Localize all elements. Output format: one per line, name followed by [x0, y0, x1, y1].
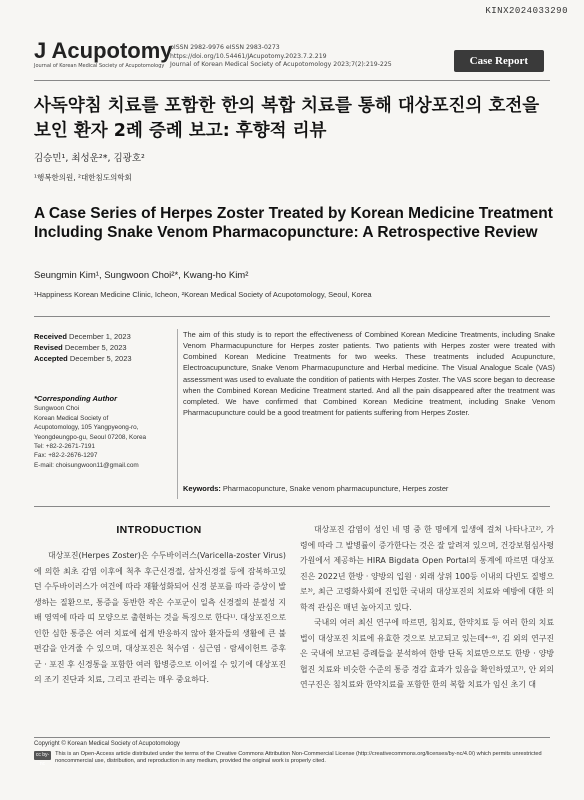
- copyright-notice: [34, 741, 554, 766]
- intro-left-column: [34, 548, 286, 688]
- body-paragraph: 대상포진 감염이 성인 네 명 중 한 명에게 일생에 걸쳐 나타나고²⁾, 가령에 따라 그 발병률이 증가한다는 것은 잘 알려져 있으며, 건강보험심사평가원에서 제공하는 HIRA Bigdata Open Portal의 통계에 따르면 대상포진은 2022년 한방 · 양방의 입원 · 외래 상위 100등 이내의 다빈도 질병으로³⁾, 최근 고령화사회에 진입한 국내의 대상포진의 치료와 예방에 대한 의학적 관심은 매년 높아지고 있다.: [300, 525, 554, 612]
- journal-masthead: [34, 40, 173, 69]
- license-text: This is an Open-Access article distributed under the terms of the Creative Commons Attribution Non-Commercial License (http://creativecommons.org/licenses/by-nc/4.0/) which permits unrestricted noncommercial use, distribution, and reproduction in any medium, provided the original work is properly cited.: [55, 750, 542, 765]
- creative-commons-icon: cc by-nc: [35, 751, 50, 767]
- journal-subtitle: Journal of Korean Medical Society of Acupotomology: [34, 63, 165, 69]
- body-paragraph: 대상포진(Herpes Zoster)은 수두바이러스(Varicella-zoster Virus)에 의한 최초 감염 이후에 척추 후근신경절, 삼차신경절 등에 잠복하고있던 수두바이러스가 여건에 따라 재활성화되어 신경 분포를 따라 증상이 발생하는 질환으로, 통증을 동반한 작은 수포군이 일측 신경절의 분절성 지배 영역에 따라 띠 모양으로 출현하는 것을 특징으로 한다¹⁾. 대상포진으로 인한 심한 통증은 여러 치료에 쉽게 반응하지 않아 환자들의 생활에 큰 불편감을 안겨줄 수 있으며, 대상포진은 척수염 · 심근염 · 람세이헌트 증후군 · 포진 후 신경통을 포함한 여러 합병증으로 이어질 수 있기에 대상포진의 조기 진단과 치료, 그리고 관리는 매우 중요하다.: [34, 551, 286, 684]
- article-dates: [34, 331, 132, 364]
- issn-line: pISSN 2982-9976 eISSN 2983-0273: [170, 44, 280, 51]
- abstract: The aim of this study is to report the effectiveness of Combined Korean Medicine Treatments, including Snake Venom Pharmacupuncture for Herpes zoster patients. Two patients with Herpes zoster were treated with Combined Korean Medicine Treatments for two weeks. These treatments included Acupuncture, Electroacupuncture, Snake Venom Pharmacupuncture and Herbal medicine. The Visual Analogue Scale (VAS) assessment was used to evaluate the condition of patients with Herpes Zoster. The VAS score began to decrease when the Combined Korean Medicine Treatment started. And all the pain disappeared after the treatment was completed. We have confirmed that Combined Korean Medicine treatment, including Snake Venom Pharmacupuncture could be a good treatment for patients suffering from Herpes Zoster.: [183, 330, 555, 418]
- corresponding-author: [34, 394, 184, 470]
- english-affiliations: ¹Happiness Korean Medicine Clinic, Icheon, ²Korean Medical Society of Acupotomology, Seoul, Korea: [34, 290, 372, 299]
- accepted-date: Accepted December 5, 2023: [34, 354, 132, 363]
- corr-line: Fax: +82-2-2676-1297: [34, 452, 98, 460]
- corr-line: Sungwoon Choi: [34, 405, 80, 413]
- intro-right-column: [300, 522, 554, 693]
- keywords: Keywords: Pharmacopuncture, Snake venom pharmacupuncture, Herpes zoster: [183, 484, 449, 493]
- corr-line: Acupotomology, 105 Yangpyeong-ro,: [34, 424, 139, 432]
- received-date: Received December 1, 2023: [34, 332, 131, 341]
- abstract-divider: [34, 316, 550, 317]
- document-code: KINX2024033290: [485, 6, 568, 16]
- english-title: A Case Series of Herpes Zoster Treated by Korean Medicine Treatment Including Snake Venom Pharmacopuncture: A Retrospective Review: [34, 205, 553, 241]
- korean-title: 사독약침 치료를 포함한 한의 복합 치료를 통해 대상포진의 호전을 보인 환자 2례 증례 보고: 후향적 리뷰: [34, 96, 540, 141]
- corr-line: Korean Medical Society of: [34, 414, 109, 422]
- doi-link[interactable]: https://doi.org/10.54461/JAcupotomy.2023.7.2.219: [170, 52, 327, 60]
- journal-identifiers: [170, 44, 392, 70]
- footer-divider: [34, 737, 550, 738]
- corr-line: Tel: +82-2-2671-7191: [34, 443, 95, 451]
- body-divider: [34, 506, 550, 507]
- corr-email[interactable]: E-mail: choisungwoon11@gmail.com: [34, 461, 139, 469]
- abstract-vertical-rule: [177, 329, 178, 499]
- corresponding-heading: *Corresponding Author: [34, 394, 118, 403]
- article-type-badge: Case Report: [454, 50, 544, 72]
- citation-line: Journal of Korean Medical Society of Acupotomology 2023;7(2):219-225: [170, 61, 392, 68]
- body-paragraph: 국내의 여러 최신 연구에 따르면, 침치료, 한약치료 등 여러 한의 치료법이 대상포진 치료에 유효한 것으로 보고되고 있는데⁴⁻⁶⁾, 김 외의 연구진은 국내에 보고된 증례들을 분석하여 한방 단독 치료만으로도 한방 · 양방 협진 치료와 비슷한 수준의 통증 경감 효과가 있음을 확인하였고⁷⁾, 안 외의 연구진은 침치료와 한약치료를 포함한 한의 복합 치료가 임신 초기 대: [300, 618, 554, 689]
- section-heading-introduction: INTRODUCTION: [116, 524, 202, 536]
- copyright-line: Copyright © Korean Medical Society of Acupotomology: [34, 741, 180, 747]
- corr-line: Yeongdeungpo-gu, Seoul 07208, Korea: [34, 433, 147, 441]
- journal-name: J Acupotomy: [34, 38, 173, 63]
- korean-authors: 김승민¹, 최성운²*, 김광호²: [34, 153, 145, 164]
- english-authors: Seungmin Kim¹, Sungwoon Choi²*, Kwang-ho Kim²: [34, 270, 249, 281]
- revised-date: Revised December 5, 2023: [34, 343, 127, 352]
- header-divider: [34, 80, 550, 81]
- korean-affiliations: ¹행복한의원, ²대한침도의학회: [34, 173, 132, 182]
